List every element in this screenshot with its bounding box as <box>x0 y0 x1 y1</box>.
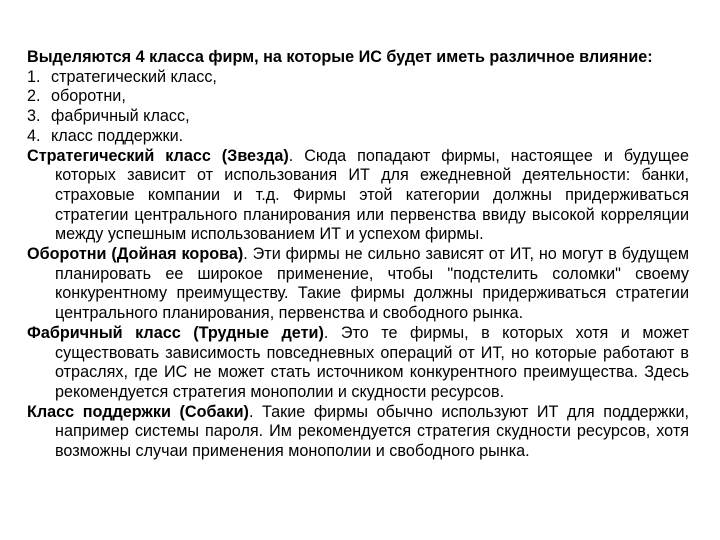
werewolves-description: . Эти фирмы не сильно зависят от ИТ, но могут в будущем планировать ее широкое применение, чтобы "подстелить соломки" своему конкурентному преимуществу. Такие фирмы должны придерживаться стратегии центрального планирования, первенства и свободного рынка. <box>55 245 690 323</box>
list-number: 1. <box>27 67 41 86</box>
strategic-class-paragraph <box>27 147 689 246</box>
werewolves-term: Оборотни (Дойная корова) <box>27 245 244 264</box>
slide-text-body <box>27 48 689 462</box>
list-text: фабричный класс, <box>51 107 190 126</box>
factory-class-description: . Это те фирмы, в которых хотя и может существовать зависимость повседневных операций от ИТ, но которые работают в отраслях, где ИС не может стать источником конкурентного преимущества. Здесь рекомендуется стратегия монополии и скудности ресурсов. <box>55 323 690 401</box>
werewolves-paragraph <box>27 245 689 324</box>
intro-paragraph: Выделяются 4 класса фирм, на которые ИС будет иметь различное влияние: <box>27 48 653 66</box>
factory-class-term: Фабричный класс (Трудные дети) <box>27 323 324 342</box>
support-class-description: . Такие фирмы обычно используют ИТ для поддержки, например системы пароля. Им рекомендуется стратегия скудности ресурсов, хотя возможны случаи применения монополии и свободного рынка. <box>55 402 689 461</box>
strategic-class-term: Стратегический класс (Звезда) <box>27 146 289 165</box>
list-number: 3. <box>27 107 41 126</box>
list-text: стратегический класс, <box>51 67 217 86</box>
strategic-class-description: . Сюда попадают фирмы, настоящее и будущее которых зависит от использования ИТ для ежедневной деятельности: банки, страховые компании и т.д. Фирмы этой категории должны придерживаться стратегии центрального планирования или первенства ввиду высокой корреляции между успешным использованием ИТ и успехом фирмы. <box>55 146 689 244</box>
factory-class-paragraph <box>27 324 689 403</box>
list-text: класс поддержки. <box>51 126 184 145</box>
support-class-term: Класс поддержки (Собаки) <box>27 402 249 421</box>
support-class-paragraph <box>27 403 689 462</box>
list-item <box>27 68 689 88</box>
list-number: 2. <box>27 87 41 106</box>
list-item <box>27 127 689 147</box>
class-list <box>27 68 689 147</box>
list-number: 4. <box>27 126 41 145</box>
list-item <box>27 107 689 127</box>
list-item <box>27 87 689 107</box>
list-text: оборотни, <box>51 87 126 106</box>
